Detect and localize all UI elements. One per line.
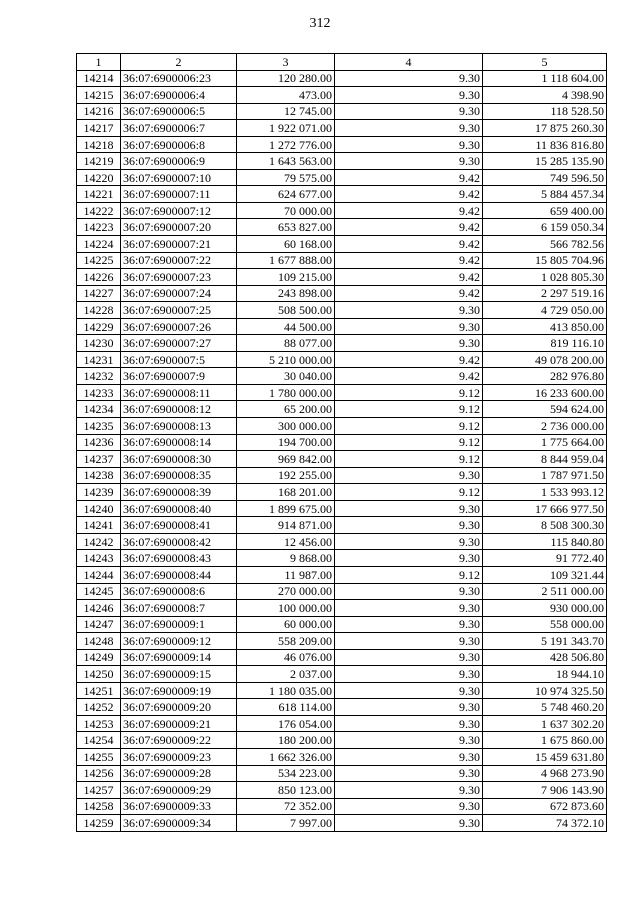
table-cell: 9 868.00 (237, 550, 335, 567)
table-cell: 14238 (77, 467, 121, 484)
table-cell: 9.30 (335, 87, 483, 104)
table-cell: 36:07:6900007:27 (121, 335, 237, 352)
table-cell: 6 159 050.34 (483, 219, 607, 236)
table-cell: 14245 (77, 583, 121, 600)
table-cell: 1 662 326.00 (237, 748, 335, 765)
table-cell: 914 871.00 (237, 517, 335, 534)
table-cell: 14225 (77, 252, 121, 269)
table-cell: 36:07:6900008:13 (121, 418, 237, 435)
table-cell: 428 506.80 (483, 649, 607, 666)
table-cell: 16 233 600.00 (483, 384, 607, 401)
table-cell: 9.12 (335, 418, 483, 435)
table-cell: 9.12 (335, 434, 483, 451)
column-header: 4 (335, 54, 483, 71)
table-cell: 14240 (77, 500, 121, 517)
table-cell: 1 533 993.12 (483, 484, 607, 501)
table-cell: 36:07:6900009:34 (121, 815, 237, 832)
table-row (77, 550, 607, 567)
table-cell: 14244 (77, 566, 121, 583)
table-row (77, 219, 607, 236)
table-cell: 36:07:6900009:22 (121, 732, 237, 749)
table-cell: 36:07:6900006:7 (121, 120, 237, 137)
table-cell: 5 210 000.00 (237, 351, 335, 368)
table-cell: 14255 (77, 748, 121, 765)
table-cell: 36:07:6900007:22 (121, 252, 237, 269)
table-row (77, 649, 607, 666)
table-cell: 36:07:6900007:23 (121, 269, 237, 286)
table-row (77, 120, 607, 137)
table-cell: 9.42 (335, 169, 483, 186)
table-cell: 70 000.00 (237, 202, 335, 219)
table-row (77, 401, 607, 418)
table-cell: 14235 (77, 418, 121, 435)
table-cell: 9.30 (335, 153, 483, 170)
table-cell: 282 976.80 (483, 368, 607, 385)
table-cell: 1 118 604.00 (483, 70, 607, 87)
table-row (77, 153, 607, 170)
table-cell: 36:07:6900008:41 (121, 517, 237, 534)
table-cell: 12 745.00 (237, 103, 335, 120)
table-cell: 4 729 050.00 (483, 302, 607, 319)
table-cell: 14231 (77, 351, 121, 368)
table-row (77, 103, 607, 120)
table-cell: 36:07:6900009:14 (121, 649, 237, 666)
table-cell: 44 500.00 (237, 318, 335, 335)
table-row (77, 633, 607, 650)
table-cell: 10 974 325.50 (483, 682, 607, 699)
table-cell: 9.30 (335, 782, 483, 799)
table-cell: 15 285 135.90 (483, 153, 607, 170)
table-cell: 14223 (77, 219, 121, 236)
table-cell: 14253 (77, 715, 121, 732)
column-header: 5 (483, 54, 607, 71)
table-row (77, 236, 607, 253)
table-cell: 36:07:6900007:9 (121, 368, 237, 385)
table-cell: 14228 (77, 302, 121, 319)
table-cell: 79 575.00 (237, 169, 335, 186)
table-cell: 2 736 000.00 (483, 418, 607, 435)
table-cell: 566 782.56 (483, 236, 607, 253)
table-row (77, 169, 607, 186)
table-cell: 74 372.10 (483, 815, 607, 832)
table-cell: 9.30 (335, 583, 483, 600)
table-cell: 1 637 302.20 (483, 715, 607, 732)
table-cell: 850 123.00 (237, 782, 335, 799)
table-cell: 118 528.50 (483, 103, 607, 120)
table-row (77, 136, 607, 153)
table-cell: 9.12 (335, 484, 483, 501)
table-cell: 14250 (77, 666, 121, 683)
column-header: 2 (121, 54, 237, 71)
page-number: 312 (309, 16, 331, 31)
table-cell: 180 200.00 (237, 732, 335, 749)
table-cell: 618 114.00 (237, 699, 335, 716)
table-cell: 4 398.90 (483, 87, 607, 104)
table-cell: 36:07:6900008:14 (121, 434, 237, 451)
table-cell: 930 000.00 (483, 600, 607, 617)
table-cell: 1 643 563.00 (237, 153, 335, 170)
table-cell: 36:07:6900007:26 (121, 318, 237, 335)
table-cell: 36:07:6900008:42 (121, 533, 237, 550)
table-cell: 1 922 071.00 (237, 120, 335, 137)
table-row (77, 186, 607, 203)
table-cell: 88 077.00 (237, 335, 335, 352)
table-cell: 14257 (77, 782, 121, 799)
table-cell: 91 772.40 (483, 550, 607, 567)
table-cell: 9.42 (335, 236, 483, 253)
table-cell: 36:07:6900008:35 (121, 467, 237, 484)
table-cell: 36:07:6900009:29 (121, 782, 237, 799)
table-cell: 9.30 (335, 815, 483, 832)
table-cell: 9.42 (335, 186, 483, 203)
table-cell: 1 180 035.00 (237, 682, 335, 699)
table-row (77, 418, 607, 435)
table-cell: 7 997.00 (237, 815, 335, 832)
table-row (77, 318, 607, 335)
table-cell: 300 000.00 (237, 418, 335, 435)
table-cell: 14246 (77, 600, 121, 617)
table-cell: 36:07:6900009:23 (121, 748, 237, 765)
table-cell: 30 040.00 (237, 368, 335, 385)
table-cell: 14216 (77, 103, 121, 120)
table-cell: 9.30 (335, 120, 483, 137)
table-cell: 36:07:6900008:30 (121, 451, 237, 468)
table-cell: 17 875 260.30 (483, 120, 607, 137)
table-cell: 9.12 (335, 566, 483, 583)
data-table (76, 53, 607, 832)
table-row (77, 517, 607, 534)
table-cell: 120 280.00 (237, 70, 335, 87)
table-cell: 14256 (77, 765, 121, 782)
table-cell: 14242 (77, 533, 121, 550)
table-cell: 7 906 143.90 (483, 782, 607, 799)
table-cell: 473.00 (237, 87, 335, 104)
table-cell: 413 850.00 (483, 318, 607, 335)
table-row (77, 533, 607, 550)
table-cell: 14226 (77, 269, 121, 286)
table-cell: 9.42 (335, 202, 483, 219)
table-cell: 1 780 000.00 (237, 384, 335, 401)
table-row (77, 600, 607, 617)
table-cell: 9.30 (335, 616, 483, 633)
table-cell: 14247 (77, 616, 121, 633)
table-cell: 36:07:6900006:23 (121, 70, 237, 87)
table-row (77, 566, 607, 583)
table-cell: 36:07:6900007:5 (121, 351, 237, 368)
table-cell: 14232 (77, 368, 121, 385)
table-cell: 14218 (77, 136, 121, 153)
table-cell: 36:07:6900006:5 (121, 103, 237, 120)
table-cell: 100 000.00 (237, 600, 335, 617)
table-cell: 65 200.00 (237, 401, 335, 418)
table-cell: 11 987.00 (237, 566, 335, 583)
table-cell: 270 000.00 (237, 583, 335, 600)
table-cell: 36:07:6900007:12 (121, 202, 237, 219)
table-row (77, 351, 607, 368)
table-cell: 1 899 675.00 (237, 500, 335, 517)
table-row (77, 765, 607, 782)
table-cell: 14236 (77, 434, 121, 451)
table-row (77, 202, 607, 219)
table-cell: 624 677.00 (237, 186, 335, 203)
table-cell: 9.30 (335, 715, 483, 732)
table-cell: 9.30 (335, 732, 483, 749)
table-cell: 36:07:6900008:39 (121, 484, 237, 501)
table-cell: 9.30 (335, 467, 483, 484)
table-cell: 46 076.00 (237, 649, 335, 666)
table-row (77, 732, 607, 749)
table-cell: 12 456.00 (237, 533, 335, 550)
table-cell: 14243 (77, 550, 121, 567)
table-cell: 9.30 (335, 517, 483, 534)
table-cell: 36:07:6900006:9 (121, 153, 237, 170)
table-cell: 49 078 200.00 (483, 351, 607, 368)
table-cell: 14254 (77, 732, 121, 749)
table-cell: 4 968 273.90 (483, 765, 607, 782)
table-cell: 819 116.10 (483, 335, 607, 352)
table-cell: 508 500.00 (237, 302, 335, 319)
table-cell: 14217 (77, 120, 121, 137)
table-cell: 14241 (77, 517, 121, 534)
table-cell: 9.30 (335, 633, 483, 650)
table-cell: 2 511 000.00 (483, 583, 607, 600)
table-cell: 36:07:6900008:40 (121, 500, 237, 517)
table-cell: 9.30 (335, 500, 483, 517)
table-cell: 9.30 (335, 550, 483, 567)
table-cell: 9.42 (335, 269, 483, 286)
table-cell: 5 191 343.70 (483, 633, 607, 650)
table-cell: 1 677 888.00 (237, 252, 335, 269)
table-cell: 9.30 (335, 533, 483, 550)
table-row (77, 87, 607, 104)
table-cell: 1 028 805.30 (483, 269, 607, 286)
table-cell: 14239 (77, 484, 121, 501)
table-cell: 36:07:6900008:7 (121, 600, 237, 617)
table-cell: 109 321.44 (483, 566, 607, 583)
table-cell: 14230 (77, 335, 121, 352)
table-row (77, 434, 607, 451)
table-cell: 1 675 860.00 (483, 732, 607, 749)
table-cell: 11 836 816.80 (483, 136, 607, 153)
table-cell: 9.42 (335, 219, 483, 236)
table-cell: 659 400.00 (483, 202, 607, 219)
table-cell: 115 840.80 (483, 533, 607, 550)
table-row (77, 583, 607, 600)
table-cell: 109 215.00 (237, 269, 335, 286)
table-row (77, 252, 607, 269)
table-cell: 9.30 (335, 682, 483, 699)
table-row (77, 484, 607, 501)
table-cell: 36:07:6900008:6 (121, 583, 237, 600)
table-cell: 9.30 (335, 765, 483, 782)
table-cell: 969 842.00 (237, 451, 335, 468)
table-row (77, 70, 607, 87)
table-cell: 9.30 (335, 136, 483, 153)
table-cell: 5 884 457.34 (483, 186, 607, 203)
table-cell: 1 272 776.00 (237, 136, 335, 153)
table-cell: 9.30 (335, 649, 483, 666)
table-cell: 14222 (77, 202, 121, 219)
table-cell: 14252 (77, 699, 121, 716)
table-row (77, 782, 607, 799)
table-row (77, 699, 607, 716)
table-cell: 9.30 (335, 103, 483, 120)
table-row (77, 302, 607, 319)
table-row (77, 467, 607, 484)
table-cell: 36:07:6900009:15 (121, 666, 237, 683)
table-row (77, 798, 607, 815)
table-cell: 558 209.00 (237, 633, 335, 650)
table-cell: 2 297 519.16 (483, 285, 607, 302)
table-cell: 72 352.00 (237, 798, 335, 815)
table-cell: 15 805 704.96 (483, 252, 607, 269)
table-cell: 1 787 971.50 (483, 467, 607, 484)
table-cell: 9.42 (335, 351, 483, 368)
table-cell: 14221 (77, 186, 121, 203)
table-cell: 36:07:6900007:20 (121, 219, 237, 236)
table-cell: 14233 (77, 384, 121, 401)
table-cell: 36:07:6900007:21 (121, 236, 237, 253)
table-cell: 1 775 664.00 (483, 434, 607, 451)
table-cell: 14224 (77, 236, 121, 253)
table-row (77, 384, 607, 401)
table-row (77, 616, 607, 633)
table-cell: 2 037.00 (237, 666, 335, 683)
table-cell: 36:07:6900007:24 (121, 285, 237, 302)
table-row (77, 748, 607, 765)
table-cell: 14234 (77, 401, 121, 418)
table-cell: 36:07:6900006:4 (121, 87, 237, 104)
table-row (77, 451, 607, 468)
table-cell: 9.30 (335, 748, 483, 765)
table-row (77, 815, 607, 832)
table-header-row (77, 54, 607, 71)
table-cell: 9.30 (335, 335, 483, 352)
table-cell: 36:07:6900009:21 (121, 715, 237, 732)
table-cell: 36:07:6900008:43 (121, 550, 237, 567)
table-cell: 14258 (77, 798, 121, 815)
table-cell: 14229 (77, 318, 121, 335)
table-row (77, 500, 607, 517)
column-header: 1 (77, 54, 121, 71)
table-cell: 36:07:6900009:19 (121, 682, 237, 699)
table-cell: 9.12 (335, 451, 483, 468)
table-cell: 36:07:6900007:25 (121, 302, 237, 319)
table-row (77, 368, 607, 385)
table-cell: 60 168.00 (237, 236, 335, 253)
table-cell: 192 255.00 (237, 467, 335, 484)
table-cell: 14227 (77, 285, 121, 302)
table-cell: 17 666 977.50 (483, 500, 607, 517)
table-cell: 9.12 (335, 384, 483, 401)
table-cell: 9.30 (335, 666, 483, 683)
table-cell: 36:07:6900008:12 (121, 401, 237, 418)
table-cell: 672 873.60 (483, 798, 607, 815)
table-cell: 14214 (77, 70, 121, 87)
table-row (77, 335, 607, 352)
table-cell: 9.42 (335, 285, 483, 302)
table-cell: 14259 (77, 815, 121, 832)
table-cell: 243 898.00 (237, 285, 335, 302)
table-cell: 14219 (77, 153, 121, 170)
table-cell: 9.30 (335, 70, 483, 87)
table-cell: 594 624.00 (483, 401, 607, 418)
table-cell: 9.30 (335, 318, 483, 335)
table-cell: 14249 (77, 649, 121, 666)
table-cell: 749 596.50 (483, 169, 607, 186)
table-cell: 9.42 (335, 252, 483, 269)
column-header: 3 (237, 54, 335, 71)
table-cell: 653 827.00 (237, 219, 335, 236)
table-cell: 36:07:6900009:12 (121, 633, 237, 650)
table-row (77, 285, 607, 302)
table-cell: 176 054.00 (237, 715, 335, 732)
table-cell: 36:07:6900007:10 (121, 169, 237, 186)
table-cell: 8 508 300.30 (483, 517, 607, 534)
table-cell: 5 748 460.20 (483, 699, 607, 716)
table-cell: 36:07:6900009:28 (121, 765, 237, 782)
table-body (77, 70, 607, 831)
table-cell: 14251 (77, 682, 121, 699)
table-cell: 15 459 631.80 (483, 748, 607, 765)
table-cell: 14237 (77, 451, 121, 468)
table-cell: 168 201.00 (237, 484, 335, 501)
table-cell: 14220 (77, 169, 121, 186)
table-cell: 9.30 (335, 798, 483, 815)
table-cell: 9.42 (335, 368, 483, 385)
table-cell: 36:07:6900007:11 (121, 186, 237, 203)
table-cell: 36:07:6900009:20 (121, 699, 237, 716)
table-cell: 14248 (77, 633, 121, 650)
table-row (77, 715, 607, 732)
table-cell: 558 000.00 (483, 616, 607, 633)
table-row (77, 682, 607, 699)
table-row (77, 269, 607, 286)
table-row (77, 666, 607, 683)
table-cell: 9.30 (335, 600, 483, 617)
table-cell: 36:07:6900008:11 (121, 384, 237, 401)
table-cell: 9.30 (335, 699, 483, 716)
table-cell: 36:07:6900006:8 (121, 136, 237, 153)
table-cell: 14215 (77, 87, 121, 104)
table-cell: 534 223.00 (237, 765, 335, 782)
table-cell: 60 000.00 (237, 616, 335, 633)
table-cell: 9.12 (335, 401, 483, 418)
table-cell: 194 700.00 (237, 434, 335, 451)
table-cell: 36:07:6900009:1 (121, 616, 237, 633)
table-cell: 36:07:6900009:33 (121, 798, 237, 815)
table-cell: 8 844 959.04 (483, 451, 607, 468)
table-cell: 9.30 (335, 302, 483, 319)
table-cell: 36:07:6900008:44 (121, 566, 237, 583)
table-cell: 18 944.10 (483, 666, 607, 683)
